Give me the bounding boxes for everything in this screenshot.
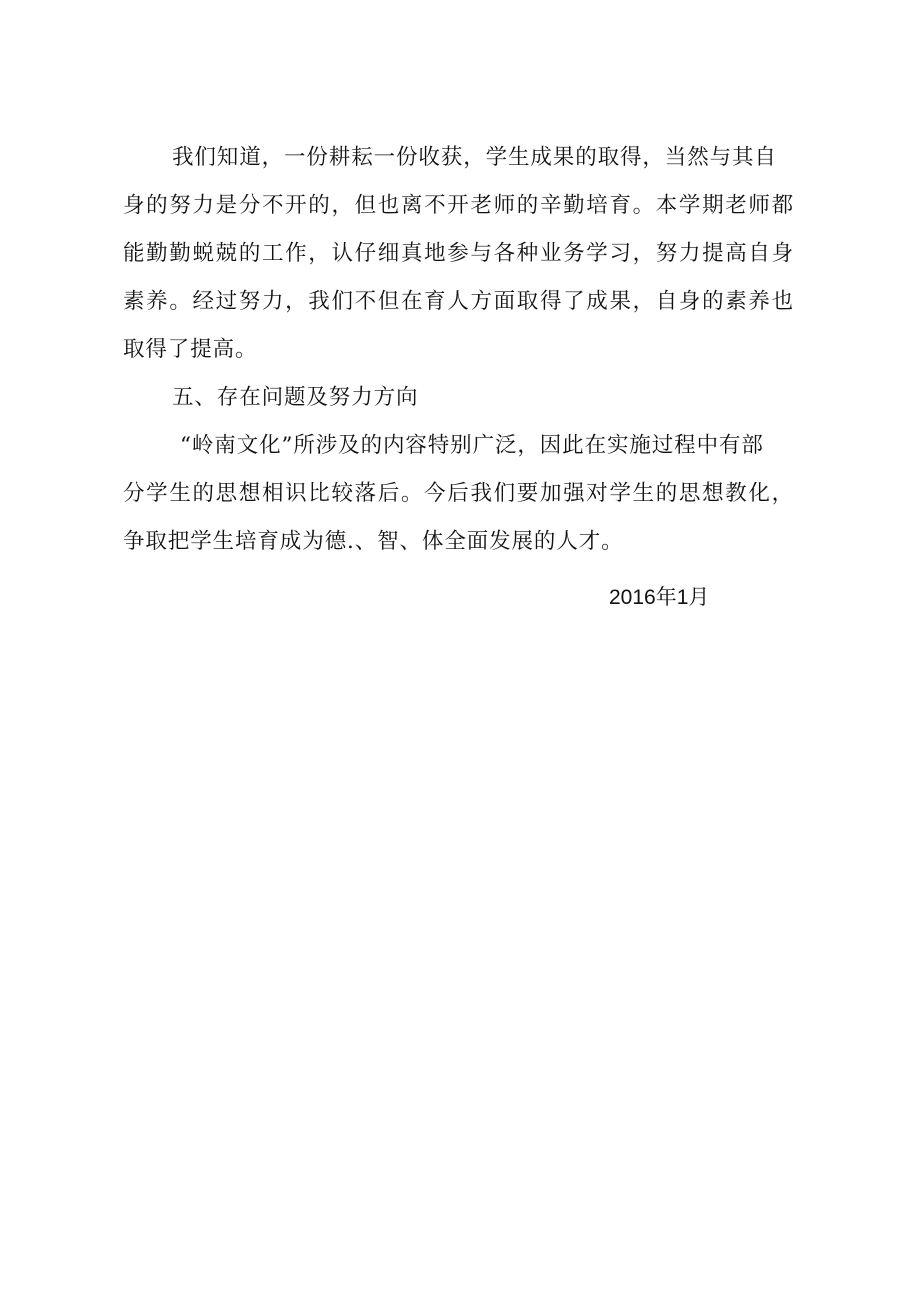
- paragraph-2-line-2: 分学生的思想相识比较落后。今后我们要加强对学生的思想教化，: [123, 481, 794, 506]
- paragraph-1-line-2: 身的努力是分不开的，但也离不开老师的辛勤培育。本学期老师都: [123, 193, 794, 218]
- document-date: 2016年1月: [609, 586, 710, 609]
- paragraph-1-line-3: 能勤勤蜕兢的工作，认仔细真地参与各种业务学习，努力提高自身: [123, 241, 794, 266]
- paragraph-1-line-5: 取得了提高。: [123, 337, 258, 362]
- paragraph-1-line-4: 素养。经过努力，我们不但在育人方面取得了成果，自身的素养也: [123, 289, 794, 314]
- paragraph-2-line-3: 争取把学生培育成为德.、智、体全面发展的人才。: [123, 529, 624, 554]
- section-heading: 五、存在问题及努力方向: [172, 385, 419, 410]
- paragraph-1-line-1: 我们知道，一份耕耘一份收获，学生成果的取得，当然与其自: [172, 145, 777, 170]
- paragraph-2-line-1: “岭南文化”所涉及的内容特别广泛，因此在实施过程中有部: [180, 433, 764, 458]
